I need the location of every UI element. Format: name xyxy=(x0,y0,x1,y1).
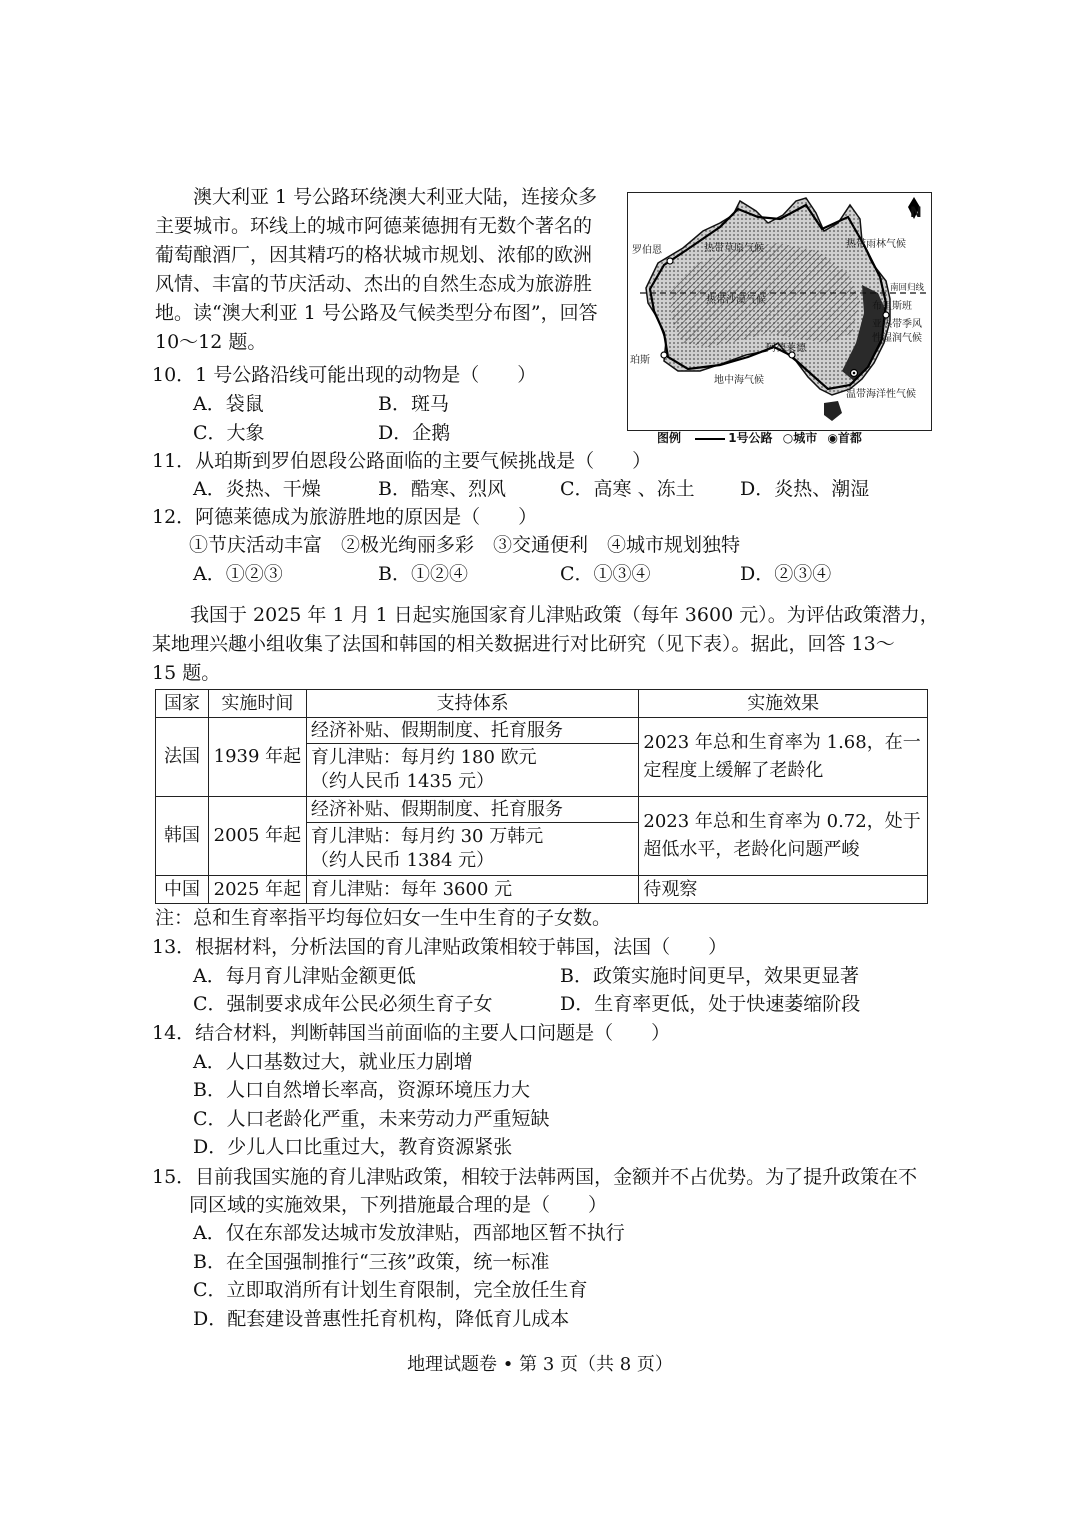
cell-time: 2025 年起 xyxy=(208,876,306,904)
option-a[interactable]: A．人口基数过大，就业压力剧增 xyxy=(193,1051,473,1073)
question-stem-line-2: 同区域的实施效果，下列措施最合理的是（ ） xyxy=(189,1194,608,1216)
option-d[interactable]: D．企鹅 xyxy=(378,422,451,444)
option-d[interactable]: D．配套建设普惠性托育机构，降低育儿成本 xyxy=(193,1308,570,1330)
cell-support-2 xyxy=(306,744,639,797)
option-b[interactable]: B．斑马 xyxy=(378,393,449,415)
header-time: 实施时间 xyxy=(208,690,306,718)
intro-line: 我国于 2025 年 1 月 1 日起实施国家育儿津贴政策（每年 3600 元）。为评估政策潜力， xyxy=(152,604,939,626)
intro-line: 15 题。 xyxy=(152,662,221,684)
label-mediterranean: 地中海气候 xyxy=(714,375,764,386)
question-items: ①节庆活动丰富 ②极光绚丽多彩 ③交通便利 ④城市规划独特 xyxy=(189,534,741,556)
legend-road: 1号公路 xyxy=(728,431,773,445)
table-row-france xyxy=(156,718,928,744)
intro-line: 地。读“澳大利亚 1 号公路及气候类型分布图”，回答 xyxy=(155,302,598,324)
option-c[interactable]: C．人口老龄化严重，未来劳动力严重短缺 xyxy=(193,1108,550,1130)
city-circle-icon: ○ xyxy=(782,431,794,445)
question-stem: 14．结合材料，判断韩国当前面临的主要人口问题是（ ） xyxy=(152,1022,671,1044)
city-marker-roebourne xyxy=(667,258,673,264)
option-d[interactable]: D．生育率更低，处于快速萎缩阶段 xyxy=(560,993,861,1015)
intro-line: 澳大利亚 1 号公路环绕澳大利亚大陆，连接众多 xyxy=(155,186,598,208)
option-c[interactable]: C．强制要求成年公民必须生育子女 xyxy=(193,993,493,1015)
option-b[interactable]: B．在全国强制推行“三孩”政策，统一标准 xyxy=(193,1251,550,1273)
question-stem: 10．1 号公路沿线可能出现的动物是（ ） xyxy=(152,364,537,386)
label-humid-2: 性湿润气候 xyxy=(872,333,922,344)
support-line: （约人民币 1435 元） xyxy=(310,771,495,792)
table-note: 注：总和生育率指平均每位妇女一生中生育的子女数。 xyxy=(155,907,612,929)
table-row-china xyxy=(156,876,928,904)
label-adelaide: 阿德莱德 xyxy=(766,343,806,354)
label-roebourne: 罗伯恩 xyxy=(632,245,662,256)
page-footer: 地理试题卷 • 第 3 页（共 8 页） xyxy=(407,1354,673,1375)
map-svg xyxy=(628,193,931,430)
capital-circle-icon: ◉ xyxy=(827,431,838,445)
option-a[interactable]: A．①②③ xyxy=(193,563,283,585)
option-b[interactable]: B．人口自然增长率高，资源环境压力大 xyxy=(193,1079,530,1101)
option-d[interactable]: D．少儿人口比重过大，教育资源紧张 xyxy=(193,1136,513,1158)
question-stem: 13．根据材料，分析法国的育儿津贴政策相较于韩国，法国（ ） xyxy=(152,936,728,958)
cell-support-1: 经济补贴、假期制度、托育服务 xyxy=(306,718,639,744)
header-country: 国家 xyxy=(156,690,209,718)
option-d[interactable]: D．炎热、潮湿 xyxy=(740,478,870,500)
legend-capital: 首都 xyxy=(837,431,862,445)
cell-country: 中国 xyxy=(156,876,209,904)
intro-line: 葡萄酿酒厂，因其精巧的格状城市规划、浓郁的欧洲 xyxy=(155,244,593,266)
option-c[interactable]: C．①③④ xyxy=(560,563,651,585)
option-c[interactable]: C．立即取消所有计划生育限制，完全放任生育 xyxy=(193,1279,588,1301)
road-line-icon xyxy=(695,438,725,440)
tasmania-shape xyxy=(824,401,842,421)
cell-support: 育儿津贴：每年 3600 元 xyxy=(306,876,639,904)
label-tropic: 南回归线 xyxy=(890,283,925,293)
option-b[interactable]: B．①②④ xyxy=(378,563,468,585)
cell-country: 韩国 xyxy=(156,797,209,876)
option-b[interactable]: B．政策实施时间更早，效果更显著 xyxy=(560,965,859,987)
label-desert: 热带沙漠气候 xyxy=(706,295,766,306)
city-marker-brisbane xyxy=(883,312,889,318)
option-d[interactable]: D．②③④ xyxy=(740,563,832,585)
label-oceanic: 温带海洋性气候 xyxy=(846,389,916,400)
option-a[interactable]: A．仅在东部发达城市发放津贴，西部地区暂不执行 xyxy=(193,1222,625,1244)
label-brisbane: 布里斯班 xyxy=(872,301,912,312)
australia-climate-map xyxy=(627,192,932,431)
cell-effect: 2023 年总和生育率为 0.72，处于超低水平，老龄化问题严峻 xyxy=(639,797,928,876)
label-perth: 珀斯 xyxy=(630,355,650,366)
option-a[interactable]: A．每月育儿津贴金额更低 xyxy=(193,965,416,987)
cell-time: 1939 年起 xyxy=(208,718,306,797)
city-marker-perth xyxy=(661,352,667,358)
cell-support-2 xyxy=(306,823,639,876)
north-label: N xyxy=(910,205,922,221)
intro-line: 主要城市。环线上的城市阿德莱德拥有无数个著名的 xyxy=(155,215,593,237)
label-savanna: 热带草原气候 xyxy=(704,243,764,254)
support-line: 育儿津贴：每月约 180 欧元 xyxy=(310,747,537,768)
cell-effect: 待观察 xyxy=(639,876,928,904)
header-support: 支持体系 xyxy=(306,690,639,718)
option-c[interactable]: C．大象 xyxy=(193,422,265,444)
table-row-korea xyxy=(156,797,928,823)
label-rainforest: 热带雨林气候 xyxy=(846,239,906,250)
question-stem-line-1: 15．目前我国实施的育儿津贴政策，相较于法韩两国，金额并不占优势。为了提升政策在不 xyxy=(152,1166,918,1188)
cell-time: 2005 年起 xyxy=(208,797,306,876)
option-c[interactable]: C．高寒 、冻土 xyxy=(560,478,695,500)
cell-country: 法国 xyxy=(156,718,209,797)
table-header-row xyxy=(156,690,928,718)
intro-line: 某地理兴趣小组收集了法国和韩国的相关数据进行对比研究（见下表）。据此，回答 13～ xyxy=(152,633,895,655)
option-a[interactable]: A．炎热、干燥 xyxy=(193,478,321,500)
header-effect: 实施效果 xyxy=(639,690,928,718)
option-b[interactable]: B．酷寒、烈风 xyxy=(378,478,506,500)
legend-city: 城市 xyxy=(793,431,818,445)
cell-effect: 2023 年总和生育率为 1.68，在一定程度上缓解了老龄化 xyxy=(639,718,928,797)
intro-line: 风情、丰富的节庆活动、杰出的自然生态成为旅游胜 xyxy=(155,273,593,295)
capital-marker-dot xyxy=(853,372,856,375)
support-line: 育儿津贴：每月约 30 万韩元 xyxy=(310,826,544,847)
cell-support-1: 经济补贴、假期制度、托育服务 xyxy=(306,797,639,823)
label-humid-1: 亚热带季风 xyxy=(872,319,922,330)
option-a[interactable]: A．袋鼠 xyxy=(193,393,264,415)
question-stem: 11．从珀斯到罗伯恩段公路面临的主要气候挑战是（ ） xyxy=(152,450,652,472)
support-line: （约人民币 1384 元） xyxy=(310,850,495,871)
question-stem: 12．阿德莱德成为旅游胜地的原因是（ ） xyxy=(152,506,538,528)
legend-title: 图例 xyxy=(657,431,682,445)
map-legend xyxy=(657,429,862,446)
policy-comparison-table xyxy=(155,689,928,904)
intro-line: 10～12 题。 xyxy=(155,331,267,353)
